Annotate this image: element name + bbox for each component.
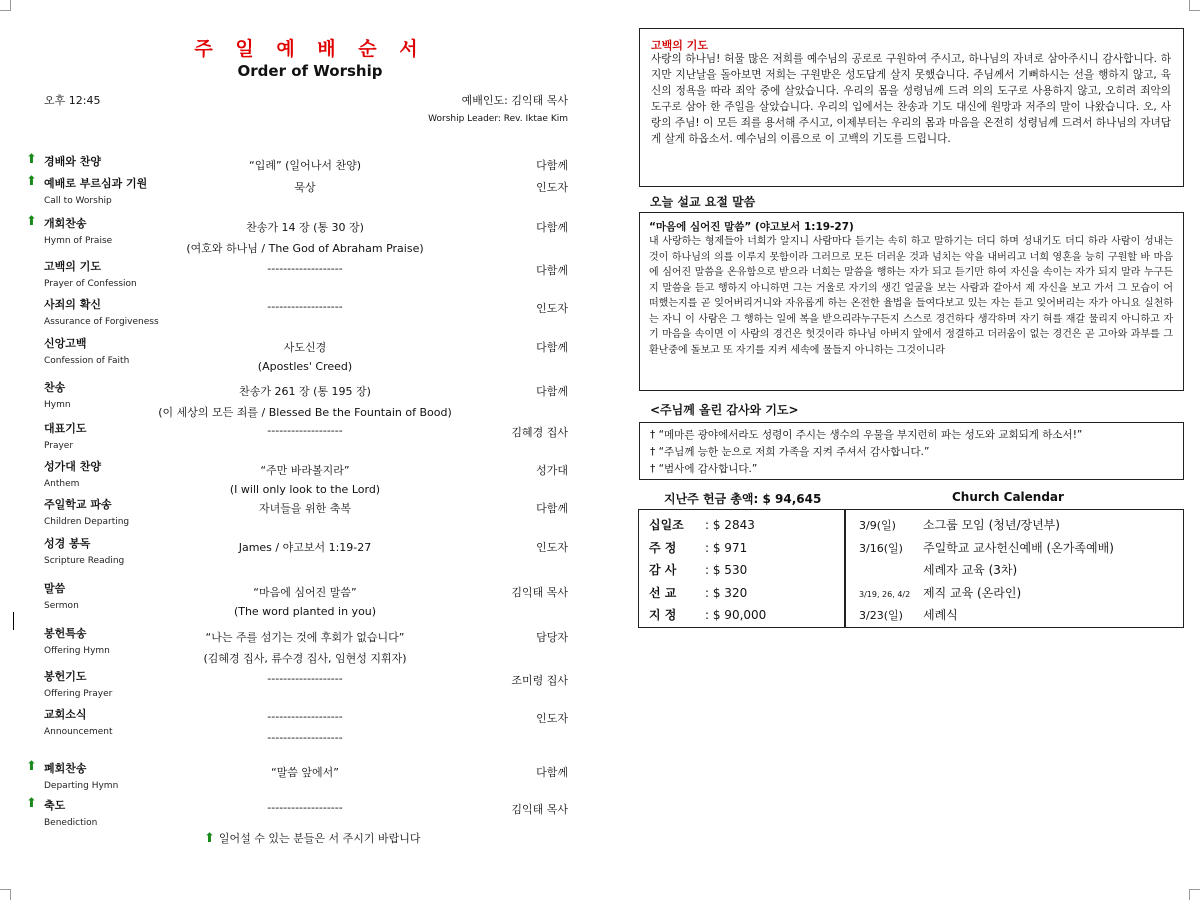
worship-item-subdetail: (여호와 하나님 / The God of Abraham Praise)	[186, 242, 424, 255]
worship-item-subdetail: -------------------	[267, 731, 343, 744]
calendar-row	[859, 516, 1060, 533]
offering-row	[649, 561, 747, 578]
worship-item-leader: 성가대	[536, 464, 568, 477]
worship-item-english: Prayer	[44, 441, 74, 451]
confession-text: 사랑의 하나님! 허물 많은 저희를 예수님의 공로로 구원하여 주시고, 하나님의 자녀로 삼아주시니 감사합니다. 하지만 지난날을 돌아보면 저희는 구원받은 성도답게 살지 못했습니다. 주님께서 기뻐하시는 선을 행하지 않고, 육신의 정욕을 따라 죄악 중에 살았습니다. 우리의 몸을 성령님께 드려 의의 도구로 사용하지 않고, 오히려 죄악의 도구로 삼아 한 주일을 살았습니다. 우리의 입에서는 찬송과 기도 대신에 원망과 저주의 말이 나왔습니다. 오, 사랑의 주님! 이 모든 죄를 용서해 주시고, 이제부터는 우리의 몸과 마음을 온전히 성령님께 드려서 하나님의 자녀답게 살게 하옵소서. 예수님의 이름으로 이 고백의 기도를 드립니다.	[651, 53, 1171, 145]
worship-item-english: Offering Prayer	[44, 689, 113, 699]
offering-row	[649, 606, 766, 623]
worship-item-subdetail: (김혜경 집사, 류수경 집사, 임현성 지휘자)	[203, 652, 407, 665]
worship-item-leader: 다함께	[536, 159, 568, 172]
worship-item-leader: 다함께	[536, 221, 568, 234]
calendar-row	[859, 584, 1021, 601]
offering-label: 십일조	[649, 518, 684, 532]
worship-item-title: 말씀	[44, 582, 66, 595]
offering-amount: : $ 320	[705, 586, 748, 600]
worship-item-detail: “말씀 앞에서”	[270, 766, 340, 779]
calendar-row	[859, 606, 958, 623]
stand-up-arrow-icon: ⬆	[26, 214, 37, 229]
page-corner-mark	[1189, 0, 1200, 11]
worship-item-leader: 인도자	[536, 712, 568, 725]
worship-item-english: Assurance of Forgiveness	[44, 317, 159, 327]
thanks-line: † “주님께 능한 눈으로 저희 가족을 지켜 주셔서 감사합니다.”	[650, 446, 930, 458]
offering-row	[649, 516, 755, 533]
worship-item-detail: “입례” (일어나서 찬양)	[249, 159, 361, 172]
calendar-date: 3/16(일)	[859, 542, 903, 555]
thanks-line: † “범사에 감사합니다.”	[650, 463, 758, 475]
worship-item-detail: James / 야고보서 1:19-27	[238, 541, 372, 554]
worship-item-detail: 자녀들을 위한 축복	[258, 502, 351, 515]
worship-item-leader: 인도자	[536, 302, 568, 315]
stand-up-arrow-icon: ⬆	[204, 831, 215, 846]
offering-amount: : $ 2843	[705, 518, 755, 532]
worship-item-subdetail: (The word planted in you)	[233, 605, 377, 618]
worship-item-leader: 인도자	[536, 181, 568, 194]
worship-item-title: 예배로 부르심과 기원	[44, 177, 148, 190]
worship-item-english: Anthem	[44, 479, 80, 489]
worship-item-english: Prayer of Confession	[44, 279, 137, 289]
worship-item-detail: 찬송가 261 장 (통 195 장)	[239, 385, 371, 398]
calendar-date: 3/9(일)	[859, 519, 896, 532]
sermon-verse-box	[639, 212, 1184, 391]
worship-item-title: 개회찬송	[44, 217, 87, 230]
sermon-section-title: 오늘 설교 요절 말씀	[650, 195, 756, 209]
worship-leader-english: Worship Leader: Rev. Iktae Kim	[428, 114, 568, 124]
worship-item-leader: 김혜경 집사	[511, 426, 568, 439]
page-title-english: Order of Worship	[237, 62, 383, 80]
sermon-verse-text: 내 사랑하는 형제들아 너희가 알지니 사람마다 듣기는 속히 하고 말하기는 더디 하며 성내기도 더디 하라 사람이 성내는 것이 하나님의 의를 이루지 못함이라 그러므로 모든 더러운 것과 넘치는 악을 내버리고 너희 영혼을 능히 구원할 바 마음에 심어진 말씀을 온유함으로 받으라 너희는 말씀을 행하는 자가 되고 듣기만 하여 자신을 속이는 자가 되지 말라 누구든지 말씀을 듣고 행하지 아니하면 그는 거울로 자기의 생긴 얼굴을 보는 사람과 같아서 제 자신을 보고 가서 그 모습이 어떠했는지를 곧 잊어버리거니와 자유롭게 하는 온전한 율법을 들여다보고 있는 자는 듣고 잊어버리는 자가 아니요 실천하는 자니 이 사람은 그 행하는 일에 복을 받으리라누구든지 스스로 경건하다 생각하며 자기 혀를 재갈 물리지 아니하고 자기 마음을 속이면 이 사람의 경건은 헛것이라 하나님 아버지 앞에서 정결하고 더러움이 없는 경건은 곧 고아와 과부를 그 환난중에 돌보고 또 자기를 지켜 세속에 물들지 아니하는 그것이니라	[649, 236, 1173, 356]
worship-item-title: 주일학교 파송	[44, 498, 112, 511]
page-title-korean: 주 일 예 배 순 서	[194, 38, 426, 60]
worship-item-detail: 찬송가 14 장 (통 30 장)	[246, 221, 364, 234]
worship-item-detail: “마음에 심어진 말씀”	[253, 586, 357, 599]
confession-title: 고백의 기도	[651, 39, 708, 52]
calendar-event: 세례식	[923, 608, 958, 622]
offering-row	[649, 584, 747, 601]
worship-item-detail: -------------------	[267, 710, 343, 723]
worship-item-english: Offering Hymn	[44, 646, 110, 656]
worship-item-title: 폐회찬송	[44, 762, 87, 775]
page-corner-mark	[1189, 889, 1200, 900]
calendar-title: Church Calendar	[952, 490, 1064, 504]
worship-item-leader: 다함께	[536, 264, 568, 277]
calendar-date: 3/19, 26, 4/2	[859, 590, 911, 599]
stand-up-arrow-icon: ⬆	[26, 759, 37, 774]
thanks-section-title: <주님께 올린 감사와 기도>	[650, 403, 799, 417]
thanks-prayer-box	[639, 422, 1184, 480]
worship-item-leader: 다함께	[536, 502, 568, 515]
worship-item-english: Sermon	[44, 601, 79, 611]
offering-amount: : $ 530	[705, 563, 748, 577]
worship-item-english: Benediction	[44, 818, 98, 828]
thanks-line: † “메마른 광야에서라도 성령이 주시는 생수의 우물을 부지런히 파는 성도와 교회되게 하소서!”	[650, 429, 1083, 441]
calendar-row	[859, 561, 1017, 578]
offering-total-title: 지난주 헌금 총액: $ 94,645	[664, 492, 822, 506]
worship-item-title: 축도	[44, 799, 66, 812]
service-time: 오후 12:45	[44, 94, 101, 107]
offering-label: 주 정	[649, 541, 677, 555]
stand-up-arrow-icon: ⬆	[26, 174, 37, 189]
worship-item-detail: 사도신경	[283, 341, 327, 354]
worship-item-english: Hymn of Praise	[44, 236, 113, 246]
offering-amount: : $ 90,000	[705, 608, 767, 622]
worship-item-detail: -------------------	[267, 262, 343, 275]
confession-prayer-box	[639, 28, 1184, 187]
calendar-row	[859, 539, 1114, 556]
church-calendar-table	[844, 509, 1184, 628]
worship-leader-korean: 예배인도: 김익태 목사	[461, 94, 568, 107]
worship-item-detail: -------------------	[267, 300, 343, 313]
worship-item-subdetail: (I will only look to the Lord)	[229, 483, 381, 496]
worship-item-leader: 김익태 목사	[511, 803, 568, 816]
worship-item-english: Departing Hymn	[44, 781, 119, 791]
worship-item-leader: 인도자	[536, 541, 568, 554]
worship-item-leader: 조미령 집사	[511, 674, 568, 687]
worship-item-title: 성가대 찬양	[44, 460, 101, 473]
closing-note-text: 일어설 수 있는 분들은 서 주시기 바랍니다	[218, 832, 421, 845]
worship-item-title: 교회소식	[44, 708, 87, 721]
offering-amount: : $ 971	[705, 541, 748, 555]
offering-label: 선 교	[649, 586, 677, 600]
offering-label: 감 사	[649, 563, 677, 577]
worship-item-title: 경배와 찬양	[44, 155, 101, 168]
worship-item-english: Scripture Reading	[44, 556, 125, 566]
stand-up-arrow-icon: ⬆	[26, 796, 37, 811]
worship-item-english: Hymn	[44, 400, 71, 410]
worship-item-english: Children Departing	[44, 517, 130, 527]
worship-item-detail: “주만 바라볼지라”	[260, 464, 350, 477]
calendar-date: 3/23(일)	[859, 609, 903, 622]
sermon-verse-title: “마음에 심어진 말씀” (야고보서 1:19-27)	[649, 221, 854, 233]
calendar-event: 소그룹 모임 (청년/장년부)	[923, 518, 1060, 532]
worship-item-title: 찬송	[44, 381, 66, 394]
worship-item-detail: “나는 주를 섬기는 것에 후회가 없습니다”	[205, 631, 405, 644]
worship-item-leader: 다함께	[536, 341, 568, 354]
worship-item-detail: -------------------	[267, 424, 343, 437]
worship-item-title: 고백의 기도	[44, 260, 101, 273]
worship-item-leader: 다함께	[536, 385, 568, 398]
worship-item-title: 대표기도	[44, 422, 87, 435]
worship-item-leader: 다함께	[536, 766, 568, 779]
offering-label: 지 정	[649, 608, 677, 622]
worship-item-title: 사죄의 확신	[44, 298, 101, 311]
calendar-event: 세례자 교육 (3차)	[923, 563, 1018, 577]
closing-note	[204, 830, 421, 846]
worship-item-english: Call to Worship	[44, 196, 112, 206]
offering-table	[638, 509, 846, 628]
offering-row	[649, 539, 747, 556]
worship-item-title: 성경 봉독	[44, 537, 91, 550]
worship-item-detail: -------------------	[267, 672, 343, 685]
worship-item-english: Announcement	[44, 727, 113, 737]
worship-item-leader: 김익태 목사	[511, 586, 568, 599]
worship-item-detail: 묵상	[294, 181, 316, 194]
worship-item-subdetail: (이 세상의 모든 죄를 / Blessed Be the Fountain of Bood)	[158, 406, 452, 419]
worship-item-title: 봉헌특송	[44, 627, 87, 640]
calendar-event: 제직 교육 (온라인)	[923, 586, 1022, 600]
calendar-event: 주일학교 교사헌신예배 (온가족예배)	[923, 541, 1114, 555]
worship-item-english: Confession of Faith	[44, 356, 130, 366]
worship-item-subdetail: (Apostles' Creed)	[257, 360, 353, 373]
worship-item-title: 봉헌기도	[44, 670, 87, 683]
worship-item-detail: -------------------	[267, 801, 343, 814]
worship-item-title: 신앙고백	[44, 337, 87, 350]
stand-up-arrow-icon: ⬆	[26, 152, 37, 167]
worship-item-leader: 담당자	[536, 631, 568, 644]
